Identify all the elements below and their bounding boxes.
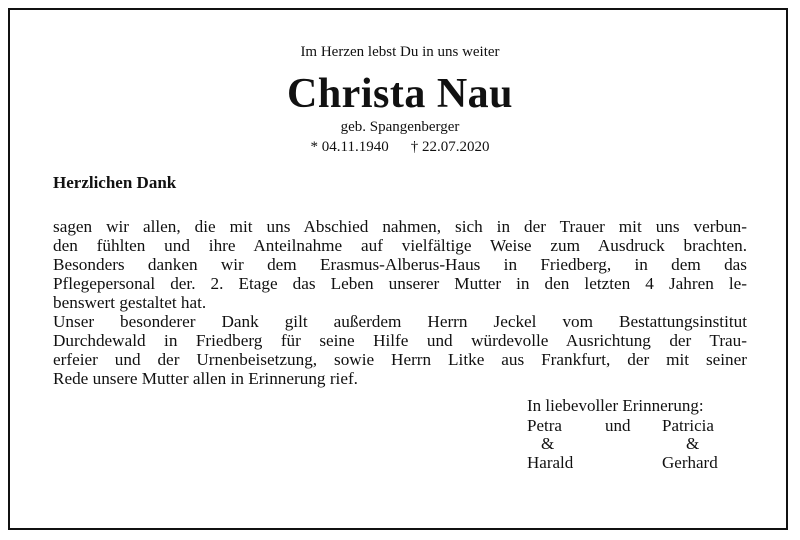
text-line: Unser besonderer Dank gilt außerdem Herrn Jeckel vom Bestattungsinstitut [53, 312, 747, 331]
signatory-ampersand-right: & [686, 434, 700, 453]
text-line: Pflegepersonal der. 2. Etage das Leben unserer Mutter in den letzten 4 Jahren le- [53, 274, 747, 293]
maiden-name: geb. Spangenberger [340, 119, 460, 135]
motto: Im Herzen lebst Du in uns weiter [300, 44, 500, 60]
signatory-connector: und [605, 416, 631, 435]
closing-line: In liebevoller Erinnerung: [527, 396, 704, 415]
text-line: Besonders danken wir dem Erasmus-Alberus-Haus in Friedberg, in dem das [53, 255, 747, 274]
thanks-heading: Herzlichen Dank [53, 173, 177, 192]
text-line: sagen wir allen, die mit uns Abschied nahmen, sich in der Trauer mit uns verbun- [53, 217, 747, 236]
deceased-name: Christa Nau [286, 71, 514, 117]
text-line: den fühlten und ihre Anteilnahme auf vielfältige Weise zum Ausdruck brachten. [53, 236, 747, 255]
text-line: Durchdewald in Friedberg für seine Hilfe und würdevolle Ausrichtung der Trau- [53, 331, 747, 350]
birth-date: * 04.11.1940 [310, 139, 389, 155]
signatory-harald: Harald [527, 453, 574, 472]
text-line: Rede unsere Mutter allen in Erinnerung rief. [53, 369, 358, 388]
death-date: † 22.07.2020 [410, 139, 490, 155]
text-line: benswert gestaltet hat. [53, 293, 207, 312]
signatory-gerhard: Gerhard [662, 453, 718, 472]
life-dates [0, 139, 800, 156]
signatory-petra: Petra [527, 416, 562, 435]
signatory-patricia: Patricia [662, 416, 714, 435]
thanks-text [53, 217, 747, 388]
signatory-ampersand-left: & [541, 434, 555, 453]
text-line: erfeier und der Urnenbeisetzung, sowie Herrn Litke aus Frankfurt, der mit seiner [53, 350, 747, 369]
